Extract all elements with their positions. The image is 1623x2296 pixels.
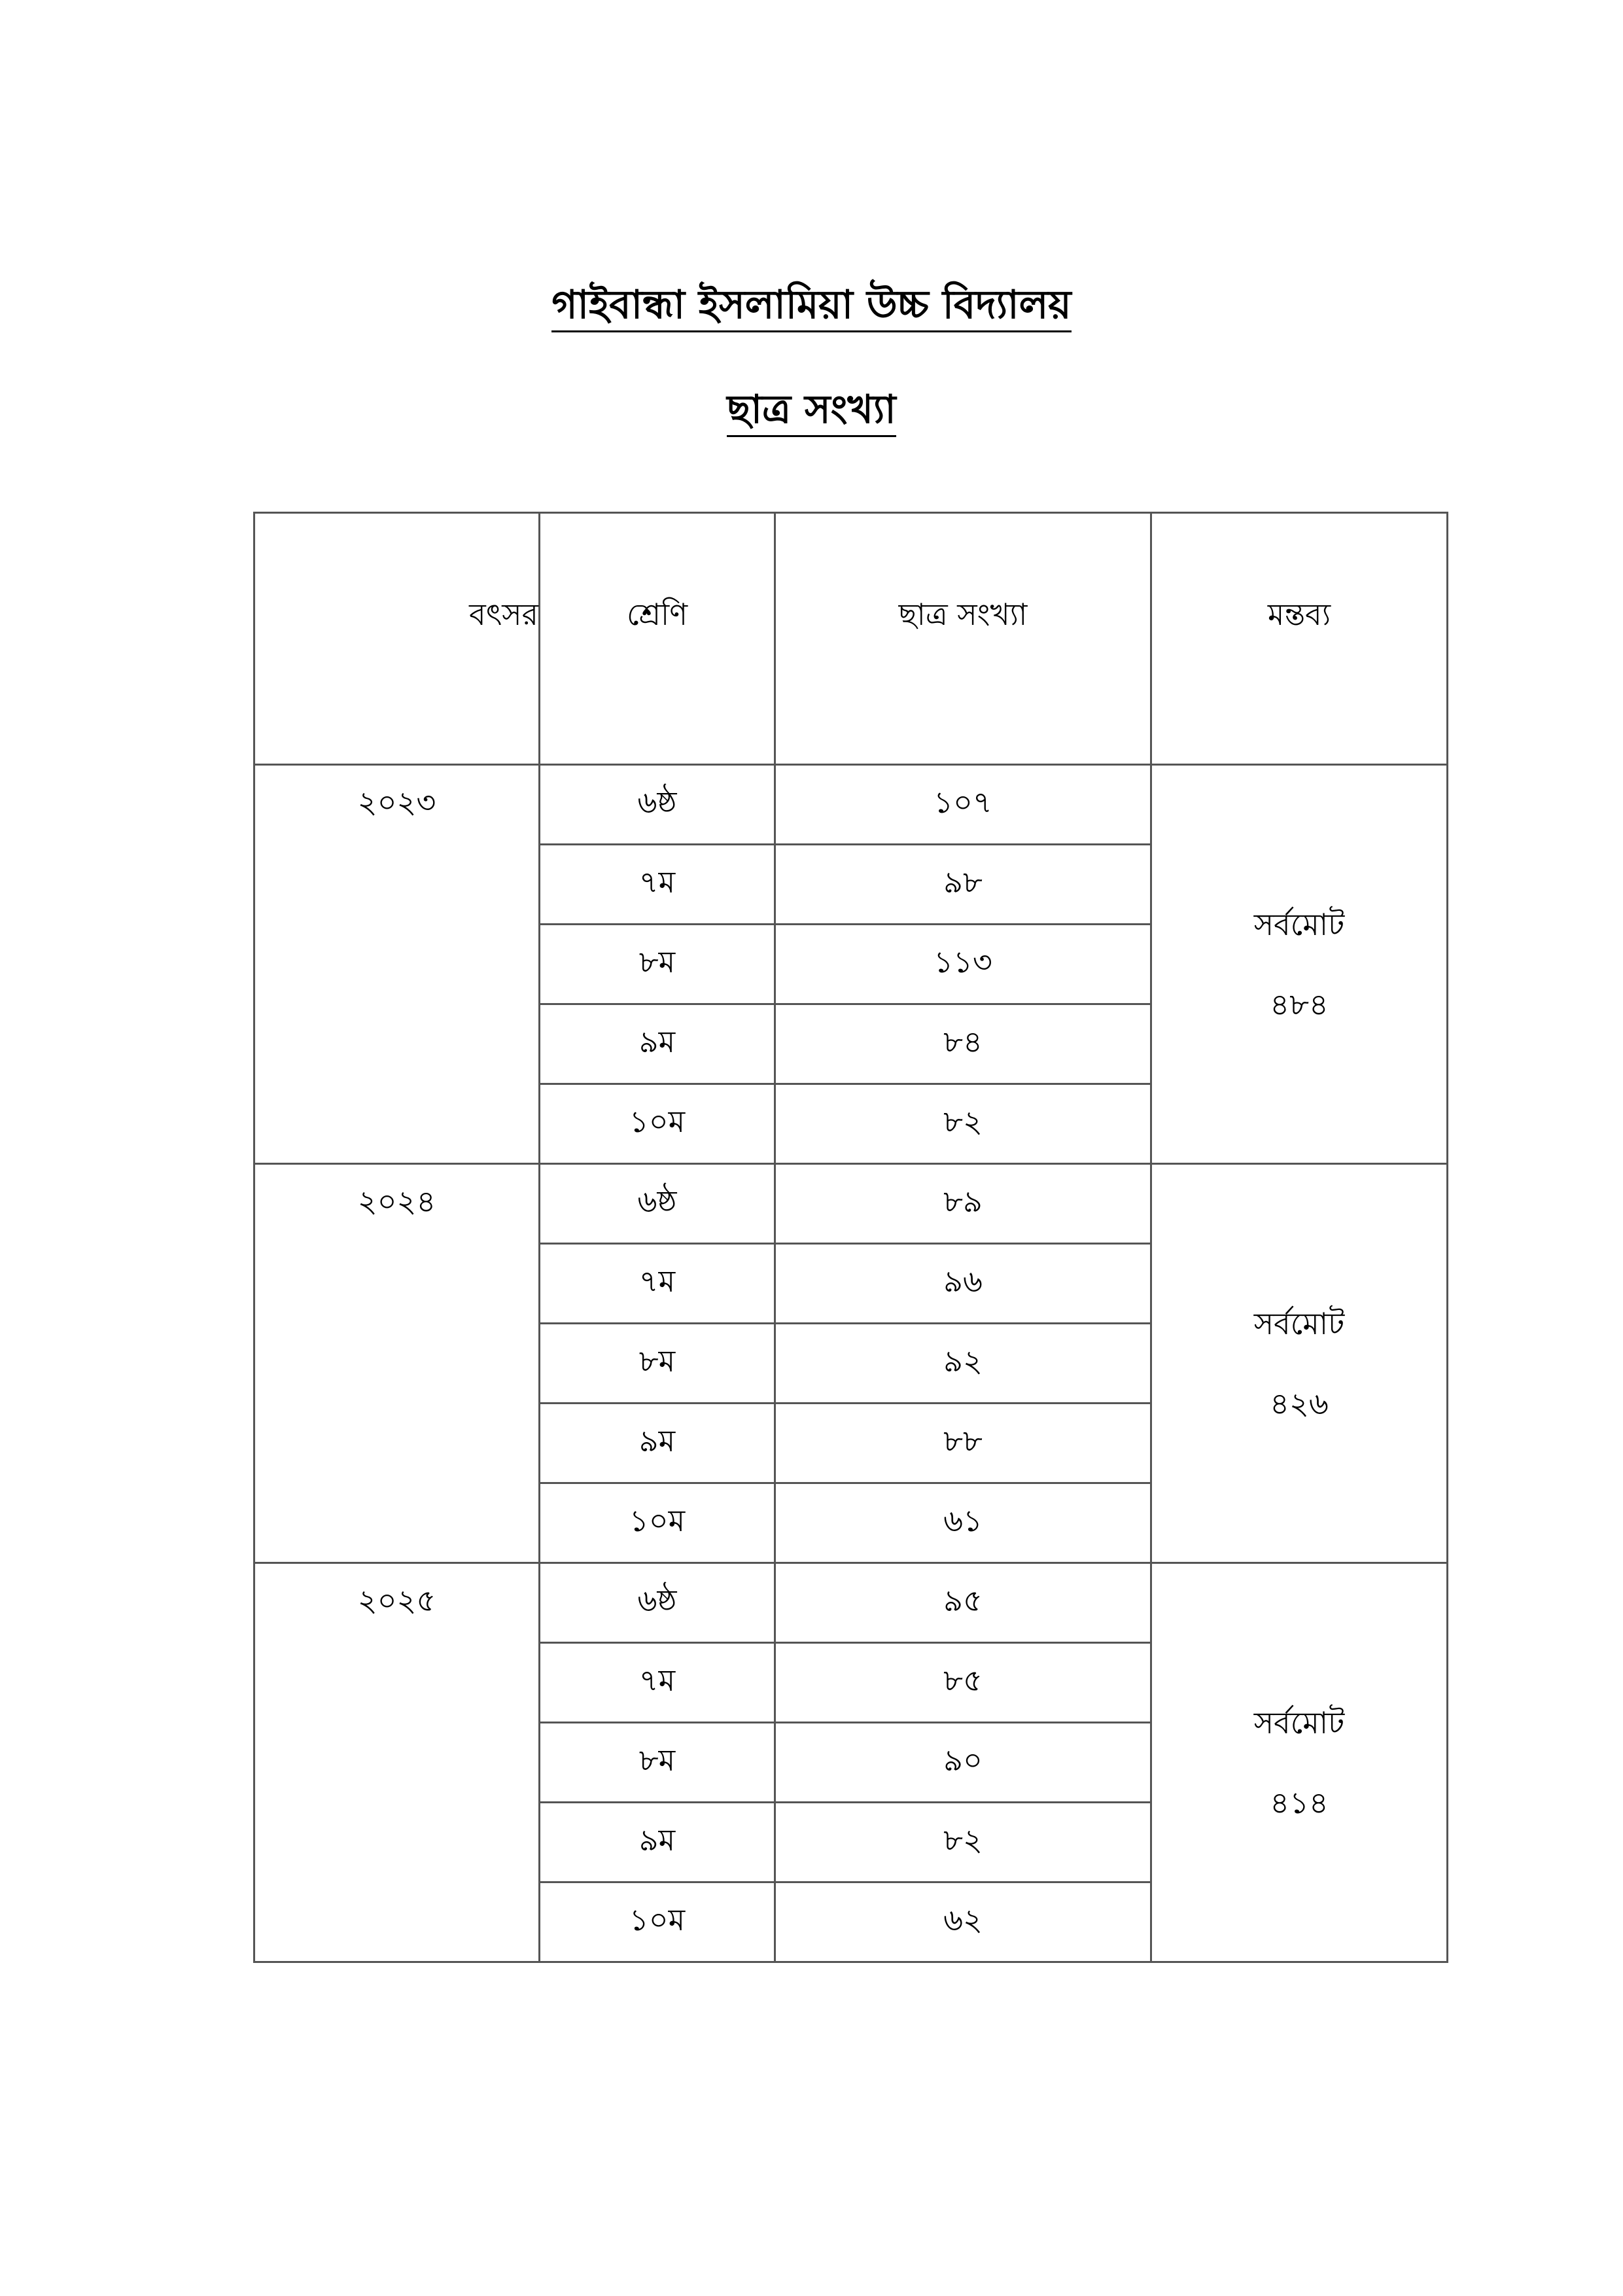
class-cell: ৮ম (540, 1723, 775, 1803)
count-cell: ৮২ (775, 1803, 1151, 1882)
class-cell: ১০ম (540, 1483, 775, 1563)
header-count: ছাত্র সংখ্যা (775, 513, 1151, 765)
count-cell: ৮৪ (775, 1004, 1151, 1084)
remark-cell (1151, 1563, 1448, 1962)
count-cell: ৮৫ (775, 1643, 1151, 1723)
school-title-text: গাইবান্ধা ইসলামিয়া উচ্চ বিদ্যালয় (551, 282, 1071, 332)
count-cell: ১০৭ (775, 765, 1151, 845)
class-cell: ১০ম (540, 1084, 775, 1164)
count-cell: ১১৩ (775, 925, 1151, 1004)
class-cell: ৮ম (540, 1324, 775, 1404)
table-row (254, 1563, 1448, 1643)
header-class: শ্রেণি (540, 513, 775, 765)
class-cell: ৬ষ্ঠ (540, 1563, 775, 1643)
school-title (0, 275, 1623, 340)
year-cell: ২০২৫ (254, 1563, 540, 1962)
count-cell: ৯৫ (775, 1563, 1151, 1643)
page-subtitle (0, 380, 1623, 445)
remark-total-label: সর্বমোট (1253, 1305, 1345, 1341)
table-row (254, 1164, 1448, 1244)
student-count-table (253, 512, 1448, 1963)
class-cell: ৬ষ্ঠ (540, 1164, 775, 1244)
class-cell: ৮ম (540, 925, 775, 1004)
count-cell: ৯৬ (775, 1244, 1151, 1324)
remark-total-value: ৪৮৪ (1270, 986, 1329, 1022)
remark-cell (1151, 1164, 1448, 1563)
class-cell: ৭ম (540, 845, 775, 925)
count-cell: ৮৮ (775, 1404, 1151, 1483)
class-cell: ৬ষ্ঠ (540, 765, 775, 845)
remark-total-label: সর্বমোট (1253, 1704, 1345, 1740)
table-row (254, 765, 1448, 845)
class-cell: ৯ম (540, 1803, 775, 1882)
table-body (254, 765, 1448, 1962)
year-cell: ২০২৩ (254, 765, 540, 1164)
class-cell: ৯ম (540, 1404, 775, 1483)
remark-total-label: সর্বমোট (1253, 906, 1345, 942)
class-cell: ৭ম (540, 1643, 775, 1723)
table-header-row (254, 513, 1448, 765)
count-cell: ৯০ (775, 1723, 1151, 1803)
count-cell: ৯৮ (775, 845, 1151, 925)
class-cell: ৭ম (540, 1244, 775, 1324)
count-cell: ৬২ (775, 1882, 1151, 1962)
page-subtitle-text: ছাত্র সংখ্যা (727, 387, 896, 437)
class-cell: ১০ম (540, 1882, 775, 1962)
count-cell: ৬১ (775, 1483, 1151, 1563)
class-cell: ৯ম (540, 1004, 775, 1084)
header-remark: মন্তব্য (1151, 513, 1448, 765)
remark-total-value: ৪১৪ (1270, 1784, 1329, 1820)
header-year: বৎসর (254, 513, 540, 765)
remark-cell (1151, 765, 1448, 1164)
count-cell: ৮২ (775, 1084, 1151, 1164)
count-cell: ৯২ (775, 1324, 1151, 1404)
year-cell: ২০২৪ (254, 1164, 540, 1563)
remark-total-value: ৪২৬ (1270, 1385, 1329, 1421)
count-cell: ৮৯ (775, 1164, 1151, 1244)
